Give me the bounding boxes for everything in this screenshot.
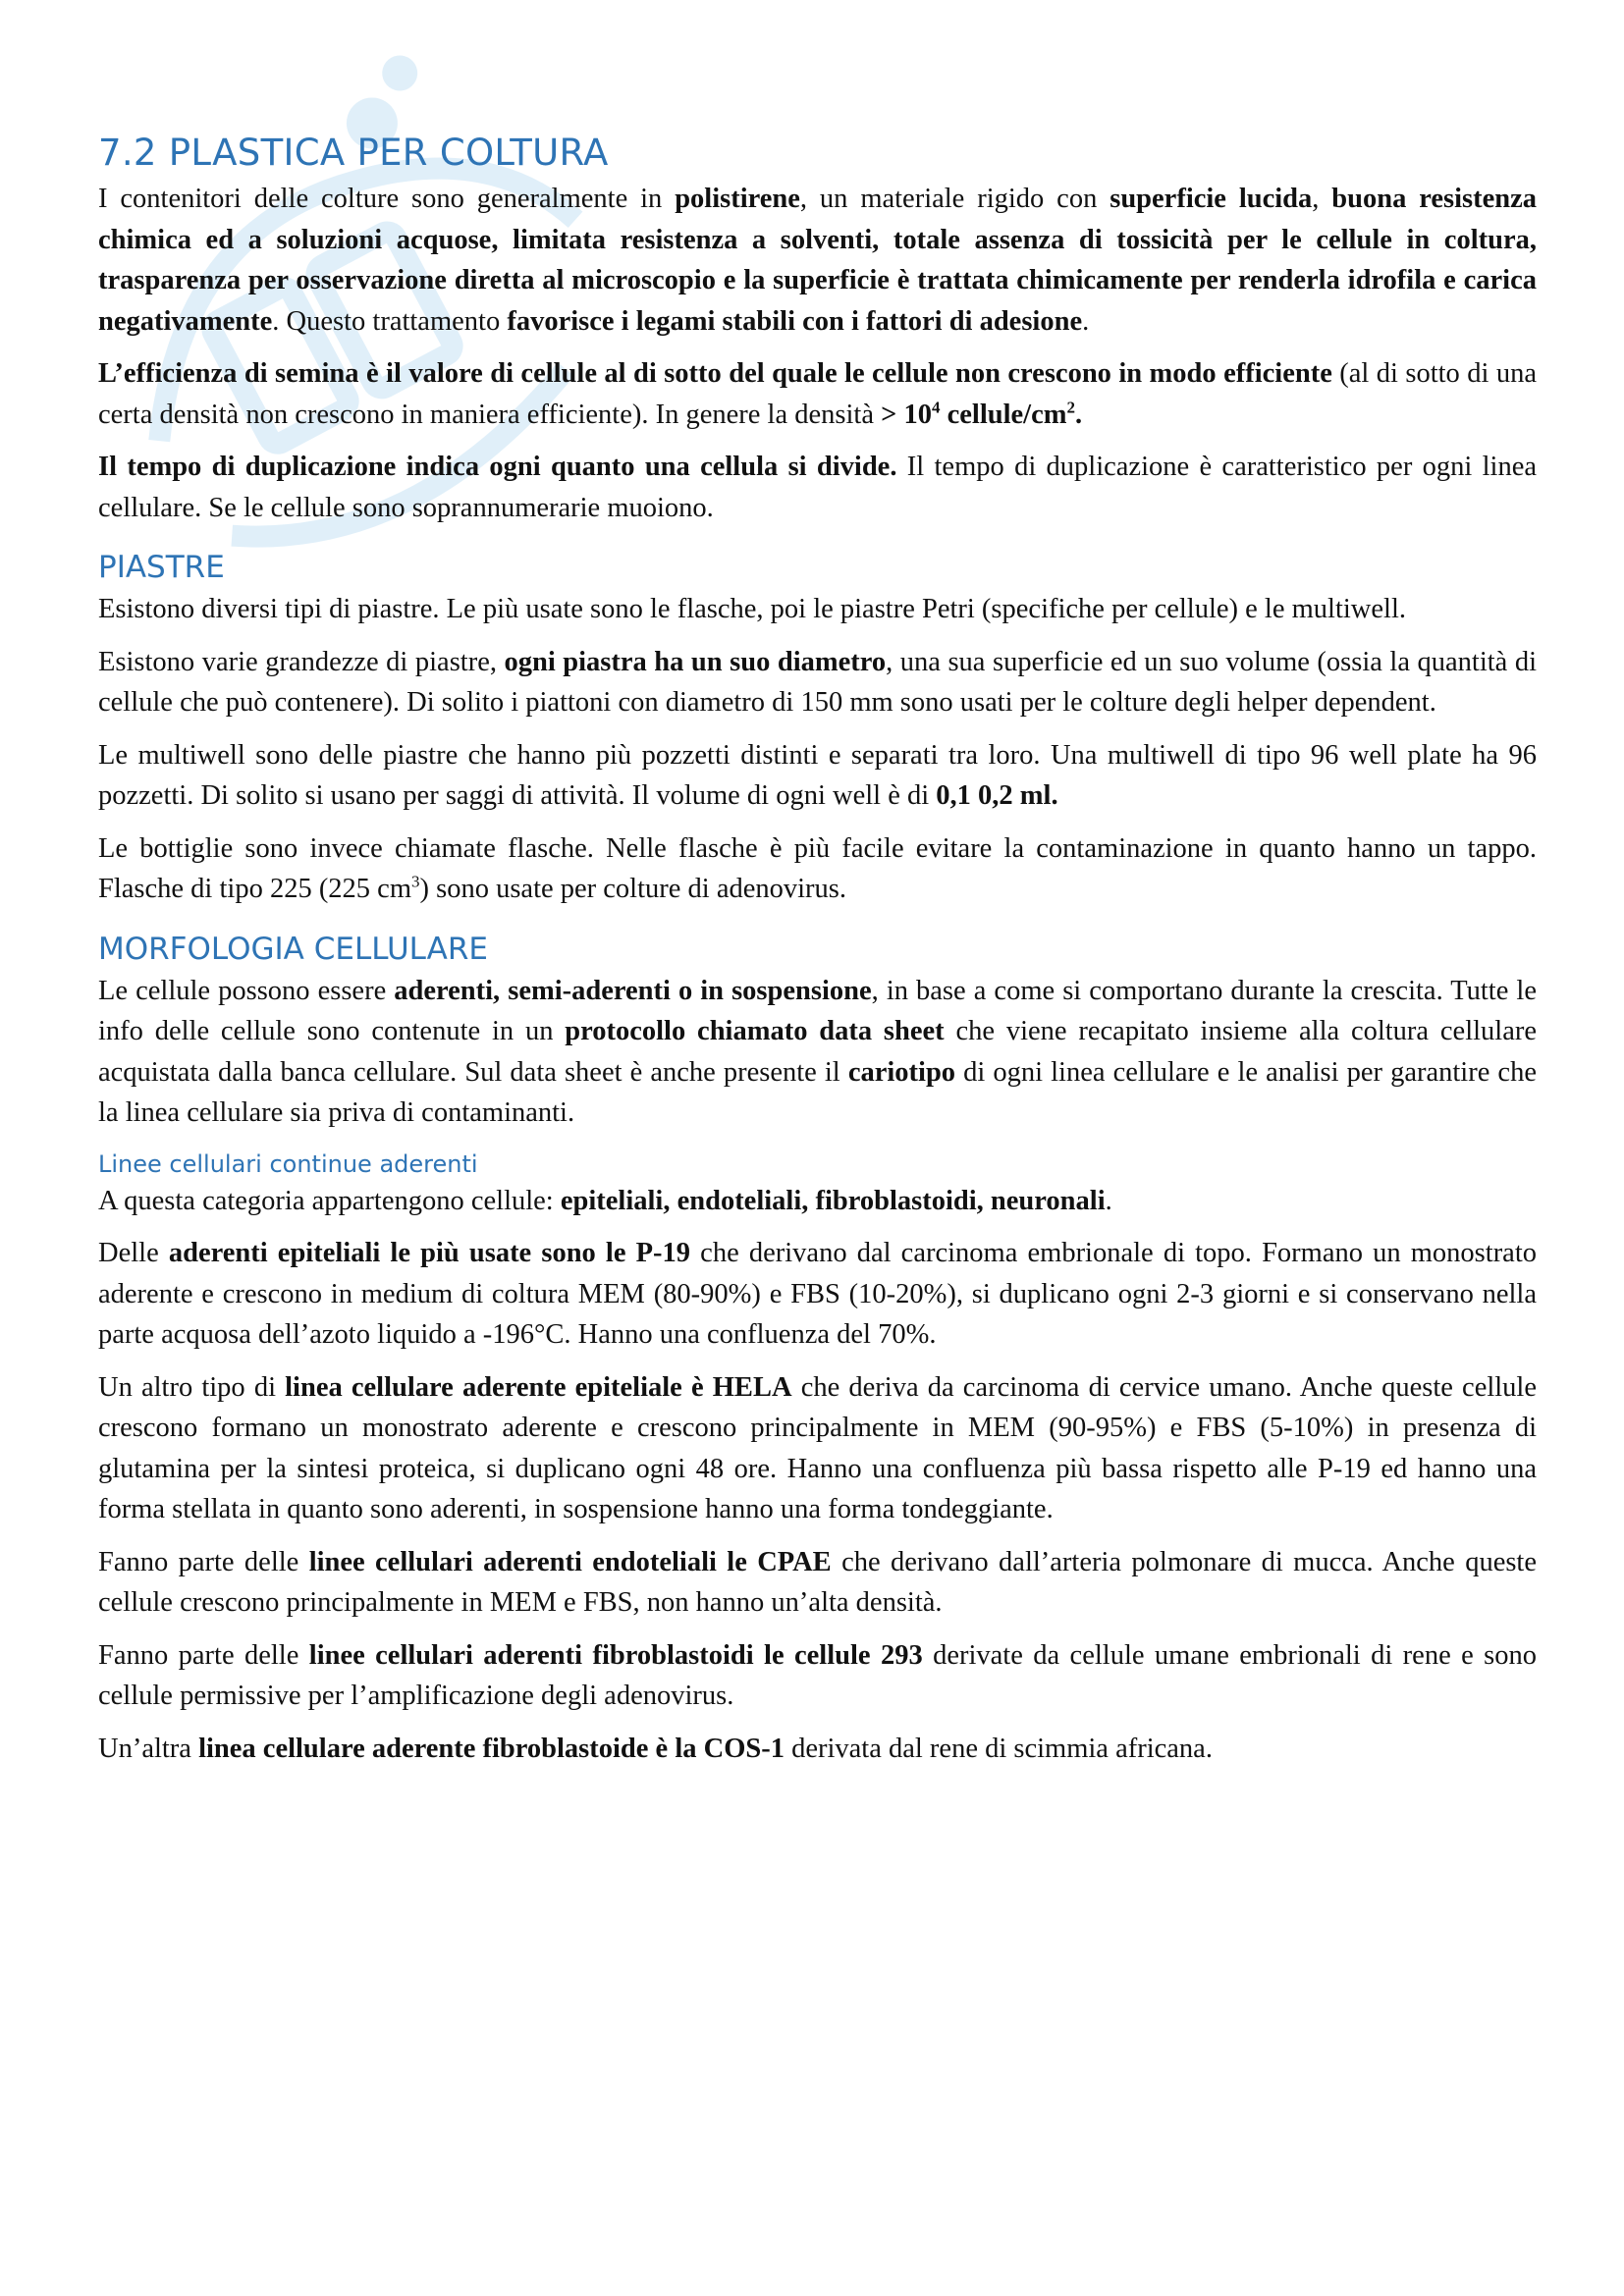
piastre-paragraph-2: Esistono varie grandezze di piastre, ogni piastra ha un suo diametro, una sua superficie ed un suo volume (ossia la quantità di cellule che può contenere). Di solito i piattoni con diametro di 150 mm sono usati per le colture degli helper dependent. bbox=[98, 646, 1538, 718]
piastre-paragraph-3: Le multiwell sono delle piastre che hanno più pozzetti distinti e separati tra loro. Una multiwell di tipo 96 well plate ha 96 pozzetti. Di solito si usano per saggi di attività. Il volume di ogni well è di 0,1 0,2 ml. bbox=[98, 739, 1537, 811]
section-title: 7.2 PLASTICA PER COLTURA bbox=[98, 132, 609, 174]
piastre-paragraph-4: Le bottiglie sono invece chiamate flasche. Nelle flasche è più facile evitare la contaminazione in quanto hanno un tappo. Flasche di tipo 225 (225 $cm^3$) sono usate per colture di adenovirus. bbox=[98, 832, 1537, 904]
linee-heading: Linee cellulari continue aderenti bbox=[98, 1149, 478, 1178]
linee-paragraph-2: Delle aderenti epiteliali le più usate sono le P-19 che derivano dal carcinoma embrionale di topo. Formano un monostrato aderente e crescono in medium di coltura MEM (80-90%) e FBS (10-20%), si duplicano ogni 2-3 giorni e si conservano nella parte acquosa dell’azoto liquido a -196°C. Hanno una confluenza del 70%. bbox=[98, 1238, 1537, 1350]
piastre-paragraph-1: Esistono diversi tipi di piastre. Le più usate sono le flasche, poi le piastre Petri (specifiche per cellule) e le multiwell. bbox=[98, 594, 1406, 624]
morfologia-heading: MORFOLOGIA CELLULARE bbox=[98, 931, 488, 967]
piastre-heading: PIASTRE bbox=[98, 550, 225, 585]
intro-paragraph: I contenitori delle colture sono generalmente in polistirene, un materiale rigido con superficie lucida, buona resistenza chimica ed a soluzioni acquose, limitata resistenza a solventi, totale assenza di tossicità per le cellule in coltura, trasparenza per osservazione diretta al microscopio e la superficie è trattata chimicamente per renderla idrofila e carica negativamente. Questo trattamento favorisce i legami stabili con i fattori di adesione. bbox=[98, 184, 1538, 337]
efficienza-paragraph: L’efficienza di semina è il valore di cellule al di sotto del quale le cellule non crescono in modo efficiente (al di sotto di una certa densità non crescono in maniera efficiente). In genere la densità > $10^4$ cellule/$cm^2$. bbox=[98, 358, 1537, 430]
morfologia-paragraph-1: Le cellule possono essere aderenti, semi-aderenti o in sospensione, in base a come si comportano durante la crescita. Tutte le info delle cellule sono contenute in un protocollo chiamato data sheet che viene recapitato insieme alla coltura cellulare acquistata dalla banca cellulare. Sul data sheet è anche presente il cariotipo di ogni linea cellulare e le analisi per garantire che la linea cellulare sia priva di contaminanti. bbox=[98, 975, 1537, 1128]
linee-paragraph-4: Fanno parte delle linee cellulari aderenti endoteliali le CPAE che derivano dall’arteria polmonare di mucca. Anche queste cellule crescono principalmente in MEM e FBS, non hanno un’alta densità. bbox=[98, 1546, 1537, 1618]
linee-paragraph-6: Un’altra linea cellulare aderente fibroblastoide è la COS-1 derivata dal rene di scimmia africana. bbox=[98, 1733, 1213, 1764]
linee-paragraph-3: Un altro tipo di linea cellulare aderente epiteliale è HELA che deriva da carcinoma di cervice umano. Anche queste cellule crescono formano un monostrato aderente e crescono principalmente in MEM (90-95%) e FBS (5-10%) in presenza di glutamina per la sintesi proteica, si duplicano ogni 48 ore. Hanno una confluenza più bassa rispetto alle P-19 ed hanno una forma stellata in quanto sono aderenti, in sospensione hanno una forma tondeggiante. bbox=[98, 1371, 1537, 1524]
linee-paragraph-5: Fanno parte delle linee cellulari aderenti fibroblastoidi le cellule 293 derivate da cellule umane embrionali di rene e sono cellule permissive per l’amplificazione degli adenovirus. bbox=[98, 1639, 1537, 1711]
linee-paragraph-1: A questa categoria appartengono cellule: epiteliali, endoteliali, fibroblastoidi, neuronali. bbox=[98, 1185, 1112, 1216]
document-page bbox=[98, 128, 1537, 1781]
duplicazione-paragraph: Il tempo di duplicazione indica ogni quanto una cellula si divide. Il tempo di duplicazione è caratteristico per ogni linea cellulare. Se le cellule sono soprannumerarie muoiono. bbox=[98, 452, 1537, 523]
